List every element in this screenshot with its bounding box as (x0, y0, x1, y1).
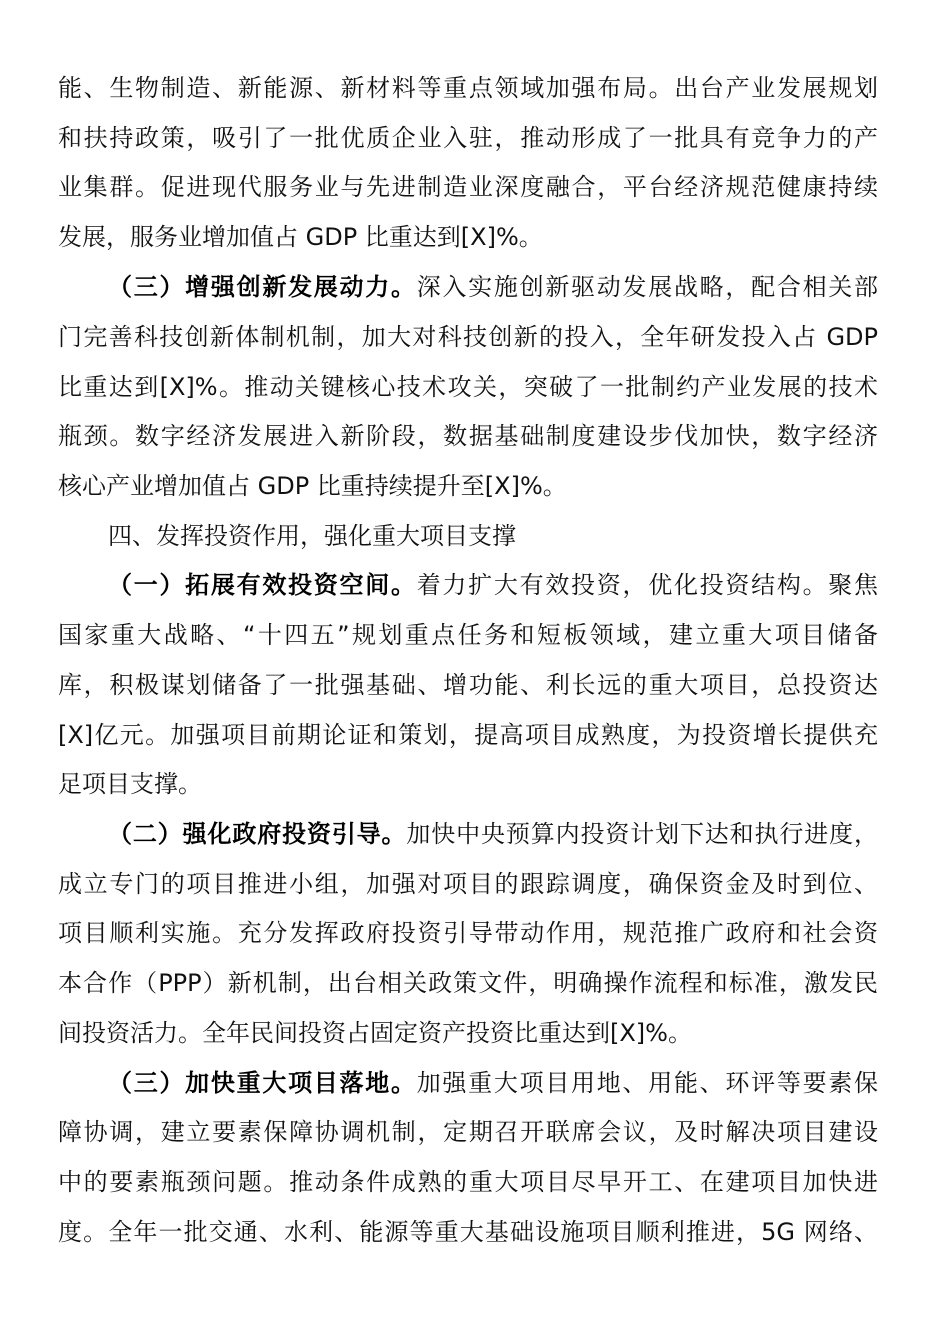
paragraph-line: 比重达到[X]%。推动关键核心技术攻关，突破了一批制约产业发展的技术 (58, 373, 878, 401)
paragraph-line: 间投资活力。全年民间投资占固定资产投资比重达到[X]%。 (58, 1019, 692, 1047)
paragraph-line: 国家重大战略、“十四五”规划重点任务和短板领域，建立重大项目储备 (58, 621, 878, 649)
paragraph-line: 障协调，建立要素保障协调机制，定期召开联席会议，及时解决项目建设 (58, 1118, 878, 1146)
paragraph-text: 加快中央预算内投资计划下达和执行进度， (406, 820, 879, 848)
paragraph-line: 度。全年一批交通、水利、能源等重大基础设施项目顺利推进，5G 网络、 (58, 1218, 878, 1246)
subsection-title: （三）加快重大项目落地。 (108, 1069, 417, 1097)
paragraph-text: 深入实施创新驱动发展战略，配合相关部 (416, 273, 879, 301)
paragraph-line: 成立专门的项目推进小组，加强对项目的跟踪调度，确保资金及时到位、 (58, 870, 878, 898)
paragraph-line: 能、生物制造、新能源、新材料等重点领域加强布局。出台产业发展规划 (58, 74, 878, 102)
paragraph-line: 瓶颈。数字经济发展进入新阶段，数据基础制度建设步伐加快，数字经济 (58, 422, 878, 450)
paragraph-line: 足项目支撑。 (58, 770, 202, 798)
paragraph-line: 本合作（PPP）新机制，出台相关政策文件，明确操作流程和标准，激发民 (58, 969, 878, 997)
subsection-lead-line (108, 817, 878, 851)
subsection-lead-line (108, 1066, 878, 1100)
paragraph-line: 核心产业增加值占 GDP 比重持续提升至[X]%。 (58, 472, 567, 500)
paragraph-line: 门完善科技创新体制机制，加大对科技创新的投入，全年研发投入占 GDP (58, 323, 878, 351)
paragraph-text: 着力扩大有效投资，优化投资结构。聚焦 (416, 571, 879, 599)
paragraph-line: 项目顺利实施。充分发挥政府投资引导带动作用，规范推广政府和社会资 (58, 919, 878, 947)
subsection-lead-line (108, 270, 878, 304)
paragraph-line: 库，积极谋划储备了一批强基础、增功能、利长远的重大项目，总投资达 (58, 671, 878, 699)
paragraph-line: 发展，服务业增加值占 GDP 比重达到[X]%。 (58, 223, 543, 251)
subsection-title: （一）拓展有效投资空间。 (108, 571, 417, 599)
subsection-lead-line (108, 568, 878, 602)
paragraph-line: 业集群。促进现代服务业与先进制造业深度融合，平台经济规范健康持续 (58, 173, 878, 201)
subsection-title: （三）增强创新发展动力。 (108, 273, 417, 301)
paragraph-line: [X]亿元。加强项目前期论证和策划，提高项目成熟度，为投资增长提供充 (58, 721, 878, 749)
paragraph-line: 和扶持政策，吸引了一批优质企业入驻，推动形成了一批具有竞争力的产 (58, 124, 878, 152)
section-heading: 四、发挥投资作用，强化重大项目支撑 (108, 522, 516, 550)
subsection-title: （二）强化政府投资引导。 (108, 820, 407, 848)
paragraph-text: 加强重大项目用地、用能、环评等要素保 (416, 1069, 879, 1097)
paragraph-line: 中的要素瓶颈问题。推动条件成熟的重大项目尽早开工、在建项目加快进 (58, 1168, 878, 1196)
